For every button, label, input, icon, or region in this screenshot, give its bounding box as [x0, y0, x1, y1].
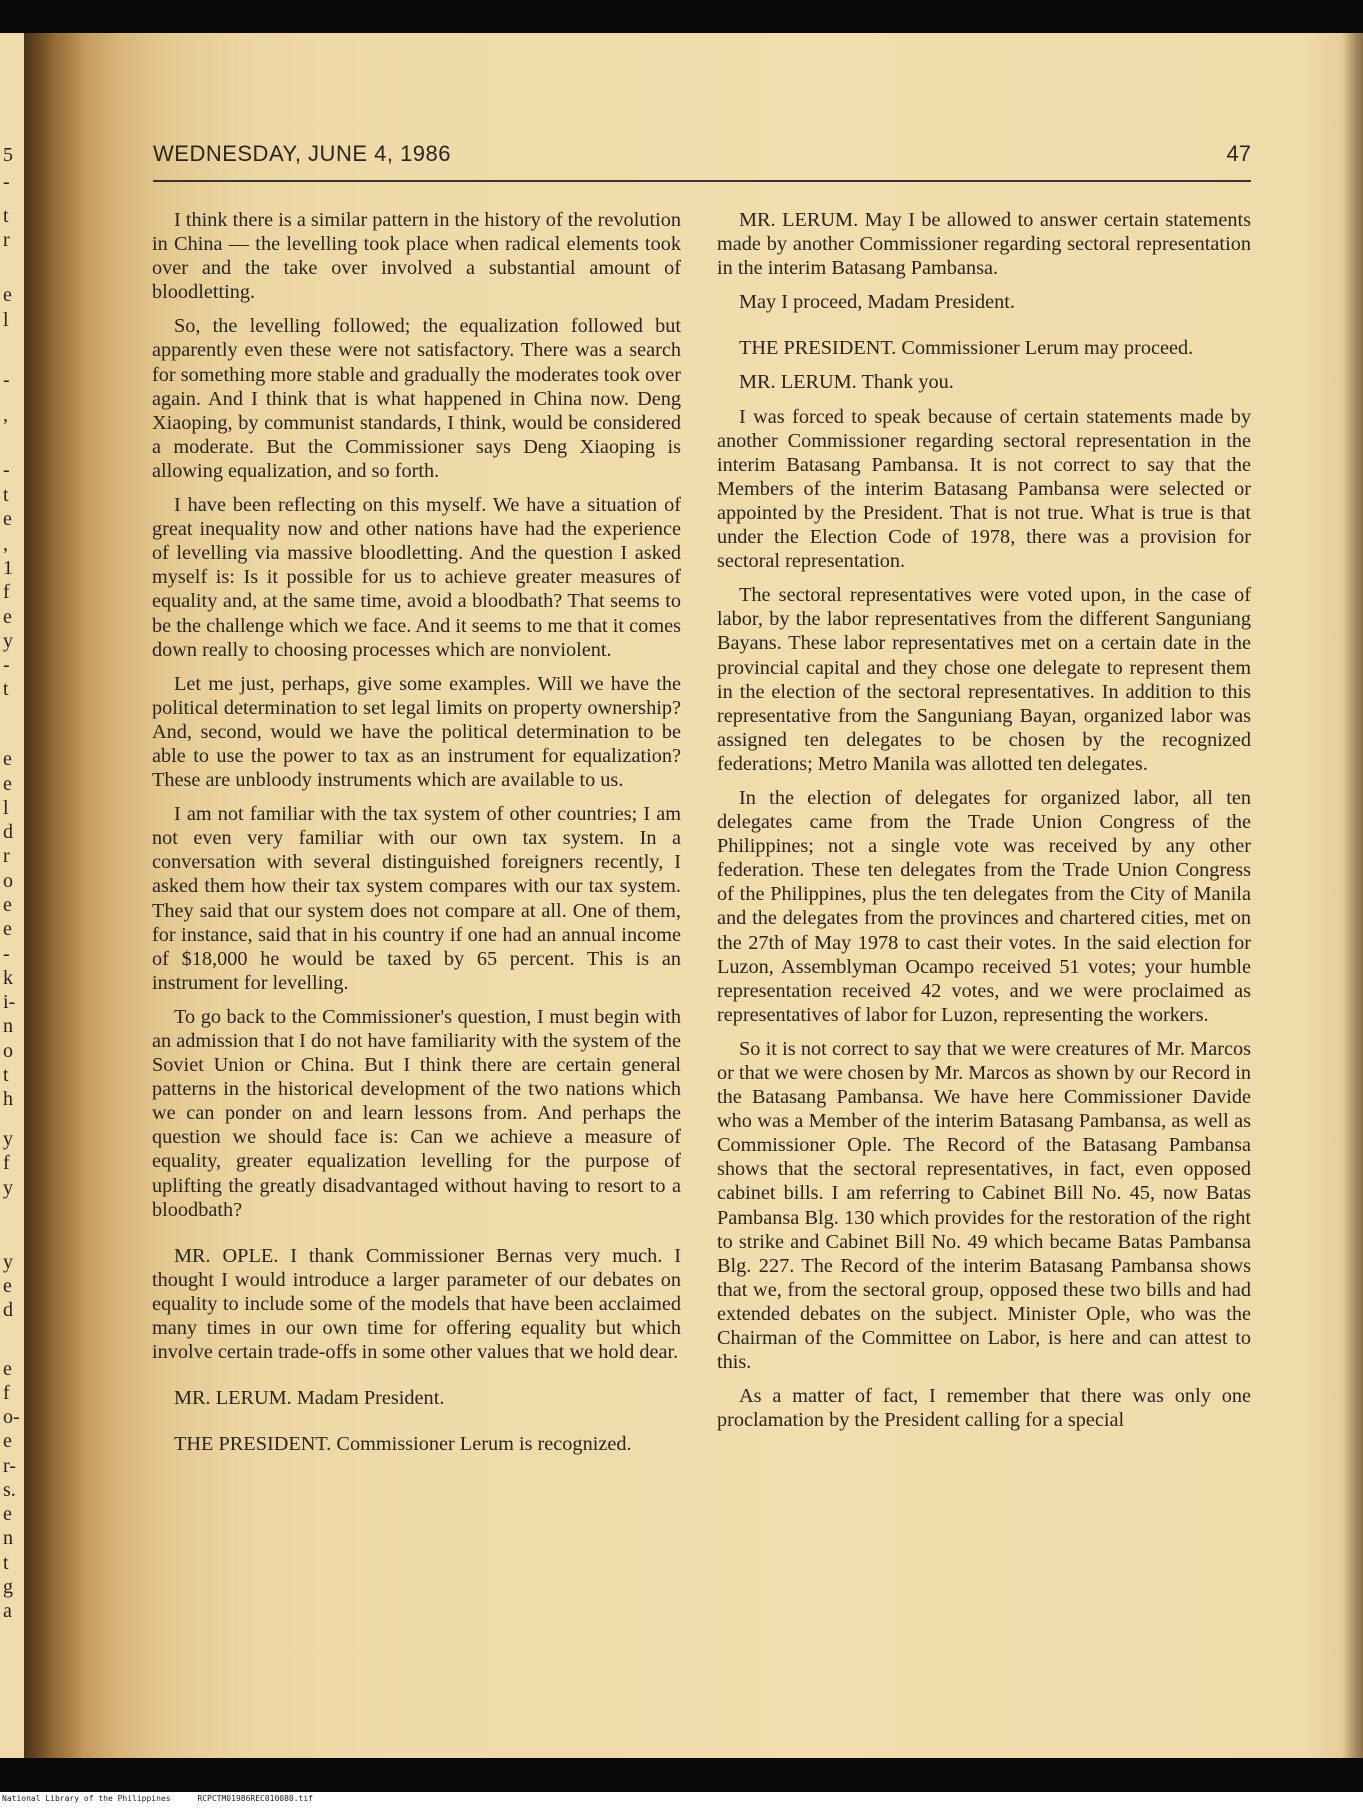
- scan-bottom-border: [0, 1758, 1363, 1792]
- margin-letter: o: [3, 870, 13, 892]
- margin-letter: 1: [3, 557, 13, 579]
- left-column: [152, 208, 681, 1738]
- margin-letter: t: [3, 678, 9, 700]
- margin-letter: y: [3, 1177, 13, 1199]
- margin-letter: e: [3, 1430, 12, 1452]
- margin-letter: f: [3, 1382, 10, 1404]
- margin-letter: f: [3, 581, 10, 603]
- margin-letter: g: [3, 1576, 13, 1598]
- paragraph: I am not familiar with the tax system of other countries; I am not even very familiar with our own tax system. In a conversation with several distinguished foreigners recently, I asked them how their tax system compares with our tax system. They said that our system does not compare at all. One of them, for instance, said that in his country if one had an annual income of $18,000 he would be taxed by 65 percent. This is an instrument for levelling.: [152, 803, 681, 994]
- paragraph: The sectoral representatives were voted upon, in the case of labor, by the labor representatives from the different Sanguniang Bayans. These labor representatives met on a certain date in the provincial capital and they chose one delegate to represent them in the election of the sectoral representatives. In addition to this representative from the Sanguniang Bayan, organized labor was assigned ten delegates to be chosen by the recognized federations; Metro Manila was allotted ten delegates.: [717, 584, 1251, 775]
- scan-top-border: [0, 0, 1363, 33]
- margin-letter: o: [3, 1040, 13, 1062]
- margin-letter: y: [3, 1251, 13, 1273]
- margin-letter: t: [3, 484, 9, 506]
- header-rule: [153, 180, 1251, 182]
- margin-letter: n: [3, 1527, 13, 1549]
- right-edge-shadow: [1343, 33, 1363, 1758]
- margin-letter: l: [3, 797, 9, 819]
- paragraph: MR. LERUM. Thank you.: [739, 371, 954, 394]
- margin-letter: a: [3, 1600, 12, 1622]
- margin-letter: -: [3, 171, 10, 193]
- margin-letter: t: [3, 1064, 9, 1086]
- paragraph: May I proceed, Madam President.: [739, 291, 1015, 314]
- paragraph: MR. LERUM. Madam President.: [174, 1387, 445, 1410]
- margin-letter: -: [3, 369, 10, 391]
- margin-letter: e: [3, 508, 12, 530]
- margin-letter: e: [3, 284, 12, 306]
- paragraph: THE PRESIDENT. Commissioner Lerum is recognized.: [174, 1433, 632, 1456]
- margin-letter: e: [3, 918, 12, 940]
- margin-letter: l: [3, 309, 9, 331]
- margin-letter: r: [3, 229, 10, 251]
- paragraph: To go back to the Commissioner's question, I must begin with an admission that I do not have familiarity with the system of the Soviet Union or China. But I think there are certain general patterns in the historical development of the two nations which we can ponder on and learn lessons from. And perhaps the question we should face is: Can we achieve a measure of equality, greater equalization levelling for the purpose of uplifting the greatly disadvantaged without having to resort to a bloodbath?: [152, 1005, 681, 1221]
- margin-letter: e: [3, 773, 12, 795]
- margin-letter: s.: [3, 1479, 16, 1501]
- margin-letter: o-: [3, 1406, 20, 1428]
- margin-letter: e: [3, 894, 12, 916]
- right-column: [717, 208, 1251, 1738]
- margin-letter: e: [3, 748, 12, 770]
- margin-letter: -: [3, 459, 10, 481]
- footer-filename: RCPCTM01986REC010080.tif: [197, 1794, 313, 1803]
- paragraph: THE PRESIDENT. Commissioner Lerum may proceed.: [739, 337, 1194, 360]
- paragraph: In the election of delegates for organized labor, all ten delegates came from the Trade Union Congress of the Philippines; not a single vote was received by any other federation. These ten delegates from the Trade Union Congress of the Philippines, plus the ten delegates from the City of Manila and the delegates from the provinces and chartered cities, met on the 27th of May 1978 to cast their votes. In the said election for Luzon, Assemblyman Ocampo received 51 votes; your humble representation received 42 votes, and we were proclaimed as representatives of labor for Luzon, representing the workers.: [717, 786, 1251, 1026]
- page-number: 47: [1226, 141, 1251, 166]
- margin-letter: i-: [3, 991, 16, 1013]
- margin-letter: r-: [3, 1455, 16, 1477]
- running-header: [153, 141, 1251, 175]
- margin-letter: e: [3, 1275, 12, 1297]
- margin-letter: e: [3, 1358, 12, 1380]
- paragraph: I think there is a similar pattern in the history of the revolution in China — the levelling took place when radical elements took over and the take over involved a substantial amount of bloodletting.: [152, 209, 681, 304]
- margin-letter: -: [3, 654, 10, 676]
- previous-page-margin-letters: [0, 33, 22, 1758]
- paragraph: MR. LERUM. May I be allowed to answer certain statements made by another Commissioner regarding sectoral representation in the interim Batasang Pambansa.: [717, 209, 1251, 280]
- paragraph: So it is not correct to say that we were creatures of Mr. Marcos or that we were chosen by Mr. Marcos as shown by our Record in the Batasang Pambansa. We have here Commissioner Davide who was a Member of the interim Batasang Pambansa, as well as Commissioner Ople. The Record of the Batasang Pambansa shows that the sectoral representatives, in fact, even opposed cabinet bills. I am referring to Cabinet Bill No. 45, now Batas Pambansa Blg. 130 which provides for the restoration of the right to strike and Cabinet Bill No. 49 which became Batas Pambansa Blg. 227. The Record of the interim Batasang Pambansa shows that we, from the sectoral group, opposed these two bills and had extended debates on the subject. Minister Ople, who was the Chairman of the Committee on Labor, is here and can attest to this.: [717, 1037, 1251, 1374]
- margin-letter: n: [3, 1015, 13, 1037]
- header-date: WEDNESDAY, JUNE 4, 1986: [153, 141, 452, 166]
- margin-letter: e: [3, 1503, 12, 1525]
- margin-letter: 5: [3, 144, 13, 166]
- footer-library: National Library of the Philippines: [2, 1794, 171, 1803]
- margin-letter: ,: [3, 533, 8, 555]
- paragraph: I was forced to speak because of certain statements made by another Commissioner regarding sectoral representation in the interim Batasang Pambansa. It is not correct to say that the Members of the interim Batasang Pambansa were selected or appointed by the President. That is not true. What is true is that under the Election Code of 1978, there was a provision for sectoral representation.: [717, 405, 1251, 573]
- margin-letter: y: [3, 1128, 13, 1150]
- paragraph: As a matter of fact, I remember that there was only one proclamation by the President calling for a special: [717, 1385, 1251, 1432]
- paragraph: I have been reflecting on this myself. We have a situation of great inequality now and other nations have had the experience of levelling via massive bloodletting. And the question I asked myself is: Is it possible for us to achieve greater measures of equality and, at the same time, avoid a bloodbath? That seems to be the challenge which we face. And it seems to me that it comes down really to choosing processes which are nonviolent.: [152, 494, 681, 661]
- margin-letter: h: [3, 1088, 13, 1110]
- margin-letter: ,: [3, 404, 8, 426]
- margin-letter: y: [3, 630, 13, 652]
- margin-letter: t: [3, 1552, 9, 1574]
- margin-letter: t: [3, 205, 9, 227]
- margin-letter: d: [3, 1299, 13, 1321]
- margin-letter: e: [3, 606, 12, 628]
- scan-footer: [2, 1794, 335, 1803]
- paragraph: MR. OPLE. I thank Commissioner Bernas very much. I thought I would introduce a larger parameter of our debates on equality to include some of the models that have been acclaimed many times in our own time for offering equality but which involve certain trade-offs in some other values that we hold dear.: [152, 1244, 681, 1364]
- margin-letter: f: [3, 1152, 10, 1174]
- margin-letter: r: [3, 845, 10, 867]
- margin-letter: k: [3, 967, 13, 989]
- gutter-shadow: [24, 33, 84, 1758]
- margin-letter: -: [3, 943, 10, 965]
- paragraph: Let me just, perhaps, give some examples. Will we have the political determination to set legal limits on property ownership? And, second, would we have the political determination to be able to use the power to tax as an instrument for equalization? These are unbloody instruments which are available to us.: [152, 672, 681, 792]
- margin-letter: d: [3, 821, 13, 843]
- paragraph: So, the levelling followed; the equalization followed but apparently even these were not satisfactory. There was a search for something more stable and gradually the moderates took over again. And I think that is what happened in China now. Deng Xiaoping, by communist standards, I think, would be considered a moderate. But the Commissioner says Deng Xiaoping is allowing equalization, and so forth.: [152, 315, 681, 482]
